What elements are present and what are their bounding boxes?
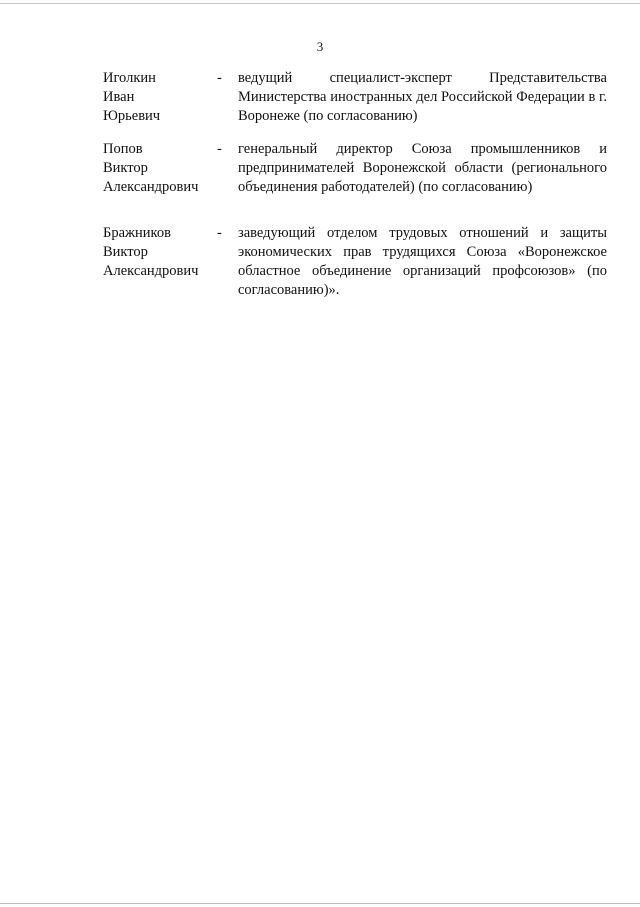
person-name bbox=[103, 69, 213, 126]
dash-separator: - bbox=[217, 70, 222, 86]
person-name bbox=[103, 140, 213, 197]
first-name: Виктор bbox=[103, 160, 148, 176]
scan-top-edge-line bbox=[0, 3, 640, 4]
surname: Бражников bbox=[103, 225, 171, 241]
surname: Попов bbox=[103, 141, 143, 157]
position-description: ведущий специалист-эксперт Представительства Министерства иностранных дел Российской Федерации в г. Воронеже (по согласованию) bbox=[238, 70, 607, 124]
first-name: Иван bbox=[103, 89, 135, 105]
scan-bottom-edge-line bbox=[0, 903, 640, 904]
dash-separator: - bbox=[217, 141, 222, 157]
patronymic: Юрьевич bbox=[103, 108, 161, 124]
dash-separator: - bbox=[217, 225, 222, 241]
position-description: генеральный директор Союза промышленников и предпринимателей Воронежской области (регионального объединения работодателей) (по согласованию) bbox=[238, 141, 607, 195]
surname: Иголкин bbox=[103, 70, 156, 86]
position-description: заведующий отделом трудовых отношений и защиты экономических прав трудящихся Союза «Воронежское областное объединение организаций профсоюзов» (по согласованию)». bbox=[238, 225, 607, 298]
patronymic: Александрович bbox=[103, 263, 199, 279]
first-name: Виктор bbox=[103, 244, 148, 260]
page-number: 3 bbox=[316, 39, 324, 54]
person-name bbox=[103, 224, 213, 281]
patronymic: Александрович bbox=[103, 179, 199, 195]
